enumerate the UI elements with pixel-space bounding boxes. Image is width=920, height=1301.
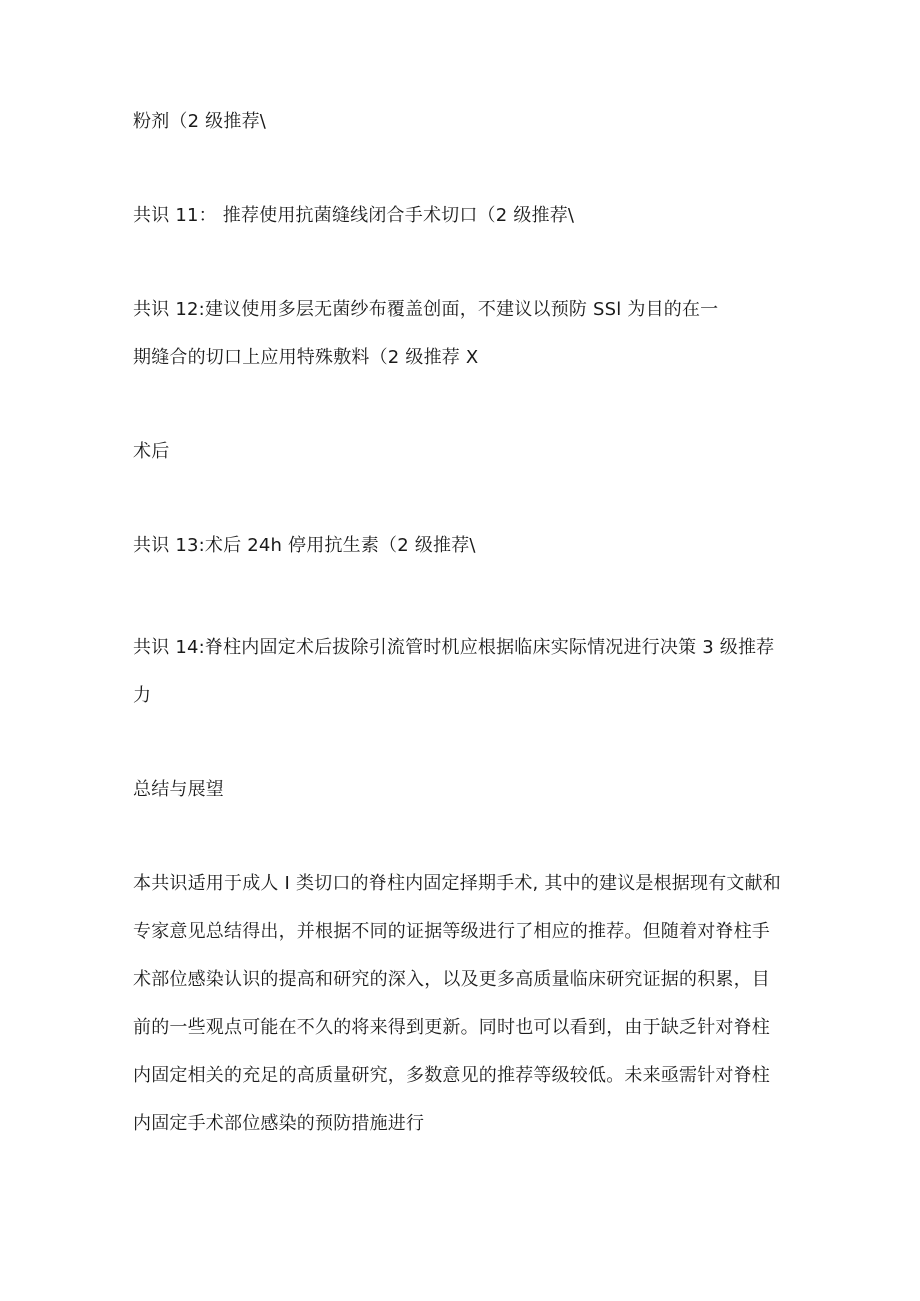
- text-line-powder: 粉剂（2 级推荐\: [133, 111, 267, 132]
- paragraph-line-2: 专家意见总结得出，并根据不同的证据等级进行了相应的推荐。但随着对脊柱手: [133, 921, 770, 942]
- text-line-consensus-11: 共识 11： 推荐使用抗菌缝线闭合手术切口（2 级推荐\: [133, 205, 575, 226]
- text-line-consensus-12-b: 期缝合的切口上应用特殊敷料（2 级推荐 X: [133, 347, 479, 368]
- paragraph-line-5: 内固定相关的充足的高质量研究，多数意见的推荐等级较低。未来亟需针对脊柱: [133, 1065, 770, 1086]
- paragraph-line-6: 内固定手术部位感染的预防措施进行: [133, 1113, 425, 1134]
- paragraph-line-1: 本共识适用于成人 I 类切口的脊柱内固定择期手术, 其中的建议是根据现有文献和: [133, 873, 781, 894]
- text-line-consensus-13: 共识 13:术后 24h 停用抗生素（2 级推荐\: [133, 535, 476, 556]
- text-line-consensus-12-a: 共识 12:建议使用多层无菌纱布覆盖创面，不建议以预防 SSl 为目的在一: [133, 299, 719, 320]
- text-line-consensus-14-b: 力: [133, 685, 152, 706]
- paragraph-line-3: 术部位感染认识的提高和研究的深入，以及更多高质量临床研究证据的积累，目: [133, 969, 770, 990]
- section-heading-postoperative: 术后: [133, 441, 170, 462]
- text-line-consensus-14-a: 共识 14:脊柱内固定术后拔除引流管时机应根据临床实际情况进行决策 3 级推荐: [133, 637, 775, 658]
- paragraph-line-4: 前的一些观点可能在不久的将来得到更新。同时也可以看到，由于缺乏针对脊柱: [133, 1017, 770, 1038]
- section-heading-summary: 总结与展望: [133, 779, 224, 800]
